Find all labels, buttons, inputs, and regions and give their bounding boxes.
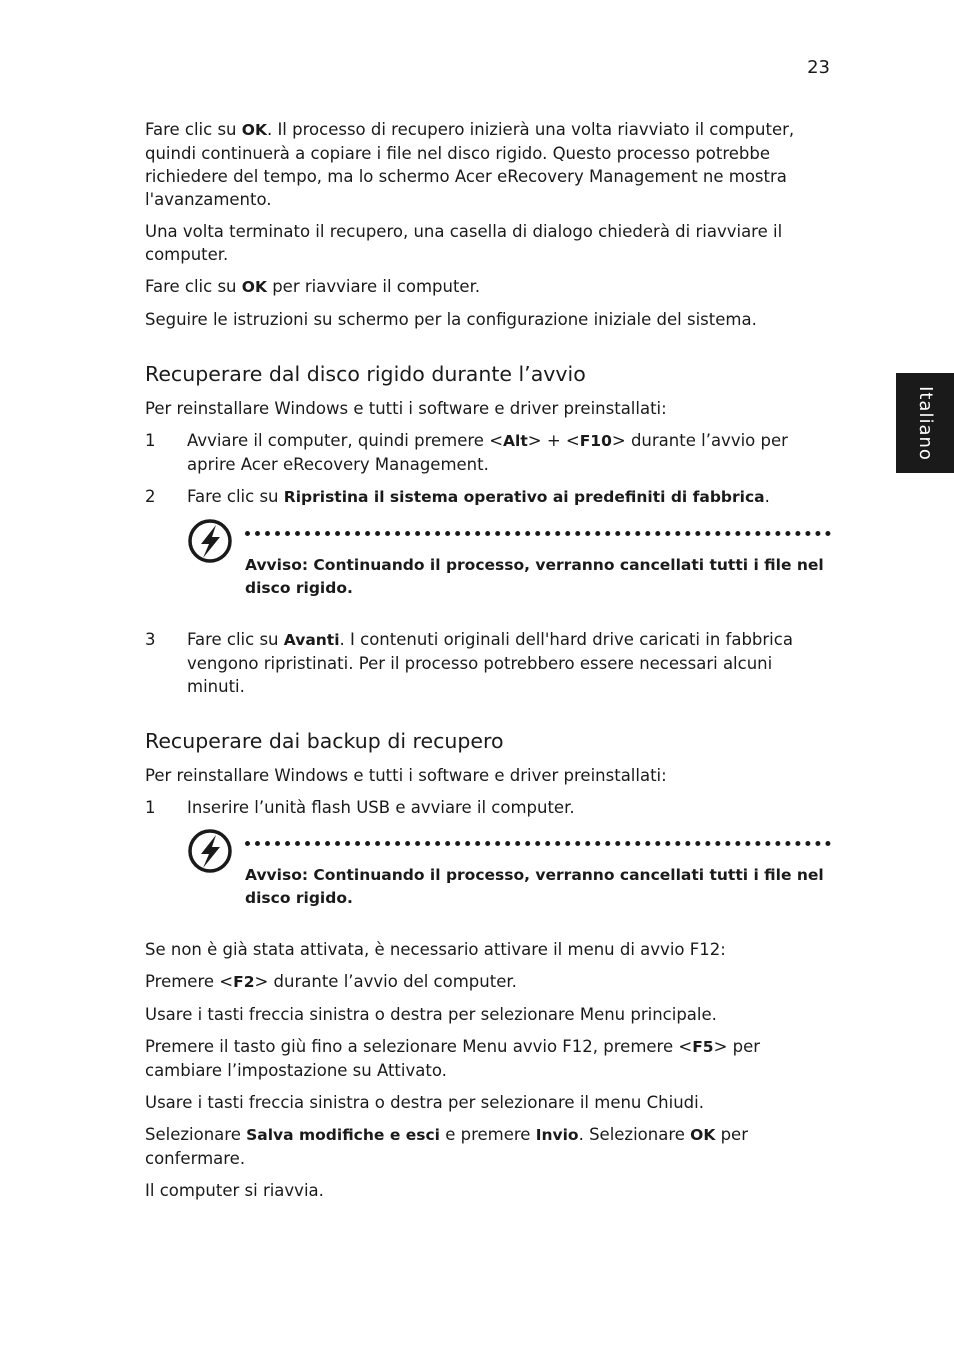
step-text <box>187 628 831 698</box>
text: > durante l’avvio per aprire Acer eRecovery Management. <box>187 431 788 474</box>
page-number: 23 <box>807 57 830 78</box>
option-label: Salva modifiche e esci <box>246 1126 440 1144</box>
text: e premere <box>439 1125 536 1144</box>
section-heading-boot-recovery: Recuperare dal disco rigido durante l’avvio <box>145 362 586 386</box>
key-label: Invio <box>535 1126 579 1144</box>
text: per riavviare il computer. <box>266 277 481 296</box>
dotted-divider <box>245 531 831 536</box>
section2-paragraph-6 <box>145 1123 831 1170</box>
step-number: 1 <box>145 431 156 450</box>
text: . <box>764 487 770 506</box>
text: Premere < <box>145 972 234 991</box>
text: per confermare. <box>145 1125 748 1168</box>
key-label: Alt <box>503 432 528 450</box>
section-heading-backup-recovery: Recuperare dai backup di recupero <box>145 729 504 753</box>
section2-paragraph-5: Usare i tasti freccia sinistra o destra per selezionare il menu Chiudi. <box>145 1093 704 1112</box>
step-text: Inserire l’unità flash USB e avviare il computer. <box>187 798 575 817</box>
step-number: 2 <box>145 487 156 506</box>
section1-step-1 <box>145 429 831 476</box>
intro-paragraph-3 <box>145 275 831 299</box>
section2-paragraph-1: Se non è già stata attivata, è necessario attivare il menu di avvio F12: <box>145 940 726 959</box>
key-label: F10 <box>579 432 612 450</box>
intro-paragraph-2: Una volta terminato il recupero, una casella di dialogo chiederà di riavviare il computer. <box>145 222 783 264</box>
warning-icon-column <box>145 831 245 910</box>
section2-paragraph-3: Usare i tasti freccia sinistra o destra per selezionare Menu principale. <box>145 1005 717 1024</box>
warning-body <box>245 831 831 910</box>
dotted-divider <box>245 841 831 846</box>
section2-paragraph-7: Il computer si riavvia. <box>145 1181 324 1200</box>
text: > durante l’avvio del computer. <box>254 972 517 991</box>
text: Avviare il computer, quindi premere < <box>187 431 504 450</box>
step-text <box>187 429 831 476</box>
section2-paragraph-2 <box>145 970 831 994</box>
key-label: F5 <box>692 1038 714 1056</box>
text: . Il processo di recupero inizierà una volta riavviato il computer, quindi continuerà a copiare i file nel disco rigido. Questo processo potrebbe richiedere del tempo, ma lo schermo Acer eRecovery Management ne mostra l'avanzamento. <box>145 120 795 209</box>
text: Fare clic su <box>145 277 242 296</box>
text: . Selezionare <box>578 1125 691 1144</box>
warning-text: Avviso: Continuando il processo, verranno cancellati tutti i file nel disco rigido. <box>245 556 824 597</box>
avanti-label: Avanti <box>283 631 340 649</box>
step-number: 3 <box>145 630 156 649</box>
language-tab <box>896 373 954 473</box>
key-label: F2 <box>233 973 255 991</box>
ok-label: OK <box>690 1126 716 1144</box>
step-number: 1 <box>145 798 156 817</box>
warning-callout <box>145 521 831 600</box>
text: Selezionare <box>145 1125 247 1144</box>
intro-paragraph-1 <box>145 118 831 211</box>
lightning-warning-icon <box>186 517 234 565</box>
section2-lead: Per reinstallare Windows e tutti i software e driver preinstallati: <box>145 766 667 785</box>
page-content <box>145 118 831 1211</box>
text: Fare clic su <box>145 120 242 139</box>
text: Fare clic su <box>187 487 284 506</box>
language-tab-label: Italiano <box>914 385 936 461</box>
section2-paragraph-4 <box>145 1035 831 1082</box>
warning-text: Avviso: Continuando il processo, verranno cancellati tutti i file nel disco rigido. <box>245 866 824 907</box>
section1-step-3 <box>145 628 831 698</box>
warning-callout <box>145 831 831 910</box>
warning-icon-column <box>145 521 245 600</box>
option-label: Ripristina il sistema operativo ai predefiniti di fabbrica <box>283 488 765 506</box>
text: > per cambiare l’impostazione su Attivato. <box>145 1037 761 1080</box>
step-text <box>187 485 831 509</box>
text: Premere il tasto giù fino a selezionare Menu avvio F12, premere < <box>145 1037 693 1056</box>
section2-step-1 <box>145 796 831 819</box>
text: . I contenuti originali dell'hard drive caricati in fabbrica vengono ripristinati. Per il processo potrebbero essere necessari alcuni minuti. <box>187 630 793 696</box>
lightning-warning-icon <box>186 827 234 875</box>
text: > + < <box>527 431 580 450</box>
section1-step-2 <box>145 485 831 509</box>
intro-paragraph-4: Seguire le istruzioni su schermo per la configurazione iniziale del sistema. <box>145 310 757 329</box>
warning-body <box>245 521 831 600</box>
ok-label: OK <box>241 121 267 139</box>
text: Fare clic su <box>187 630 284 649</box>
section1-lead: Per reinstallare Windows e tutti i software e driver preinstallati: <box>145 399 667 418</box>
ok-label: OK <box>241 278 267 296</box>
